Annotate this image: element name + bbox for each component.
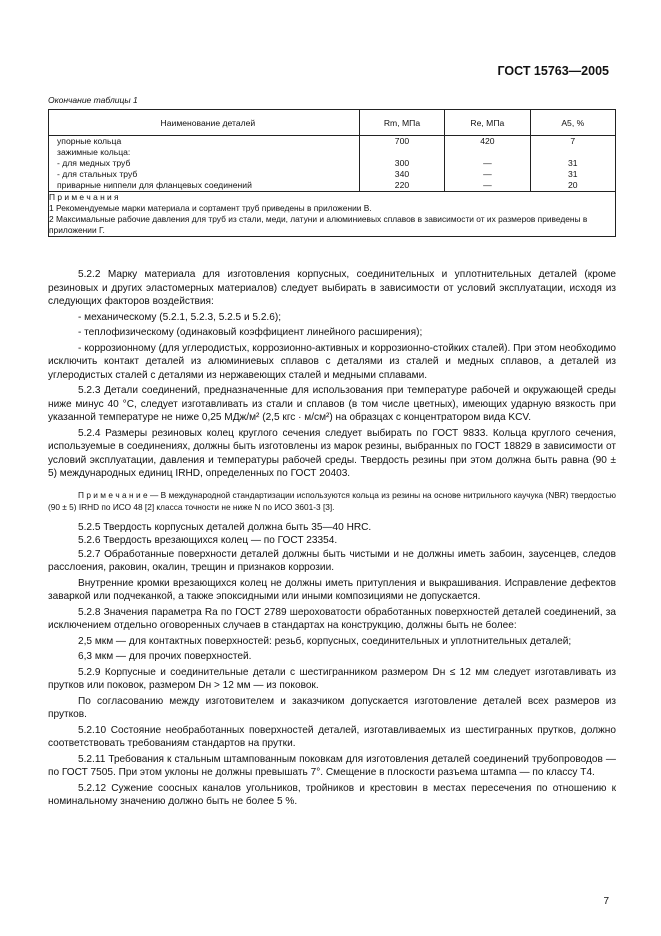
paragraph: 6,3 мкм — для прочих поверхностей. [78,651,252,662]
table-cell: 20 [568,180,578,190]
table-cell: 340 [394,169,410,179]
table-cell: 7 [570,136,576,146]
note-rubber: П р и м е ч а н и е — В международной стандартизации используются кольца из резины на основе нитрильного каучука (NBR) твердостью (90 ± 5) IRHD по ИСО 48 [2] класса точности не ниже N по ИСО 3601-3 [3]. [48,489,616,512]
page-number: 7 [603,896,609,907]
table-cell: — [483,158,492,168]
paragraph-5-2-6: 5.2.6 Твердость врезающихся колец — по ГОСТ 23354. [78,535,338,546]
col-header-a5: A5, % [530,110,615,136]
rm-column [359,136,444,192]
table-cell [445,147,529,158]
list-item: - механическому (5.2.1, 5.2.3, 5.2.5 и 5.2.6); [78,311,282,323]
a5-column [530,136,615,192]
re-column [445,136,530,192]
table-cell: приварные ниппели для фланцевых соединений [57,180,252,190]
table-cell: упорные кольца [57,136,122,146]
table-cell: 420 [480,136,495,146]
table-cell: 700 [394,136,410,146]
paragraph-5-2-3: 5.2.3 Детали соединений, предназначенные для использования при температуре рабочей и окружающей среды ниже минус 40 °С, следует изготавливать из стали и сплавов (в том числе цветных), имеющих ударную вязкость при указанной температуре не ниже 0,25 МДж/м² (2,5 кгс · м/см²) на образцах с концентратором вида KCV. [48,385,616,423]
paragraph: 2,5 мкм — для контактных поверхностей: резьб, корпусных, соединительных и уплотнительных деталей; [78,635,572,647]
paragraph-5-2-9: 5.2.9 Корпусные и соединительные детали с шестигранником размером Dн ≤ 12 мм следует изготавливать из прутков или поковок, размером Dн > 12 мм — из поковок. [48,666,616,691]
paragraph-5-2-2: 5.2.2 Марку материала для изготовления корпусных, соединительных и уплотнительных деталей (кроме резиновых и других эластомерных материалов) следует выбирать в зависимости от условий эксплуатации, исходя из следующих факторов воздействия: [48,269,616,307]
paragraph-5-2-10: 5.2.10 Состояние необработанных поверхностей деталей, изготавливаемых из шестигранных прутков, должно соответствовать требованиям стандартов на прутки. [48,724,616,749]
paragraph: Внутренние кромки врезающихся колец не должны иметь притупления и выкрашивания. Исправление дефектов заваркой или подчеканкой, а также эпоксидными или иными композициями не допускается. [48,577,616,602]
table-cell: - для медных труб [57,158,131,168]
paragraph-5-2-4: 5.2.4 Размеры резиновых колец круглого сечения следует выбирать по ГОСТ 9833. Кольца круглого сечения, используемые в соединениях, должны быть изготовлены из марок резины, выбранных по ГОСТ 18829 в зависимости от условий эксплуатации, давления и температуры рабочей среды. Твердость резины при этом должна быть равна (90 ± 5) международных единиц IRHD, определенных по ГОСТ 20403. [48,427,616,479]
list-item: - теплофизическому (одинаковый коэффициент линейного расширения); [78,327,423,338]
table-cell: — [483,169,492,179]
table-caption: Окончание таблицы 1 [48,95,138,105]
list-item: - коррозионному (для углеродистых, коррозионно-активных и коррозионно-стойких сталей). При этом необходимо исключить контакт деталей из алюминиевых сплавов с деталями из сталей и медных сплавов, а деталей из углеродистых сталей с деталями из нержавеющих сталей и медными сплавами. [48,342,616,381]
paragraph-5-2-12: 5.2.12 Сужение соосных каналов угольников, тройников и крестовин в местах пересечения по отношению к номинальному значению должно быть не более 5 %. [48,782,616,807]
col-header-re: Re, МПа [445,110,530,136]
name-column [49,136,360,192]
table-cell: 300 [394,158,410,168]
note-1: 1 Рекомендуемые марки материала и сортамент труб приведены в приложении В. [49,203,372,213]
paragraph-5-2-7: 5.2.7 Обработанные поверхности деталей должны быть чистыми и не должны иметь забоин, заусенцев, следов расслоения, раковин, окалин, трещин и признаков коррозии. [48,548,616,573]
col-header-rm: Rm, МПа [359,110,444,136]
table-cell: 31 [568,158,578,168]
table-cell: - для стальных труб [57,169,138,179]
table-cell [531,147,615,158]
table-cell: 220 [394,180,410,190]
paragraph: По согласованию между изготовителем и заказчиком допускается изготовление деталей всех размеров из прутков. [48,695,616,720]
document-header: ГОСТ 15763—2005 [497,64,609,78]
table-cell: — [483,180,492,190]
table-cell: 31 [568,169,578,179]
notes-title: П р и м е ч а н и я [49,192,119,202]
document-body [48,268,616,811]
table-cell: зажимные кольца: [57,147,131,157]
table-cell [360,147,444,158]
table-notes [49,192,616,237]
col-header-name: Наименование деталей [49,110,360,136]
note-2: 2 Максимальные рабочие давления для труб из стали, меди, латуни и алюминиевых сплавов в зависимости от их размеров приведены в приложении Г. [49,214,588,235]
paragraph-5-2-5: 5.2.5 Твердость корпусных деталей должна быть 35—40 HRC. [78,521,372,533]
paragraph-5-2-8: 5.2.8 Значения параметра Ra по ГОСТ 2789 шероховатости обработанных поверхностей деталей соединений, за исключением отдельно оговоренных случаев в стандартах на конструкцию, должны быть не более: [48,606,616,631]
paragraph-5-2-11: 5.2.11 Требования к стальным штампованным поковкам для изготовления деталей соединений трубопроводов — по ГОСТ 7505. При этом уклоны не должны превышать 7°. Смещение в плоскости разъема штампа — по классу Т4. [48,753,616,778]
properties-table [48,109,616,237]
